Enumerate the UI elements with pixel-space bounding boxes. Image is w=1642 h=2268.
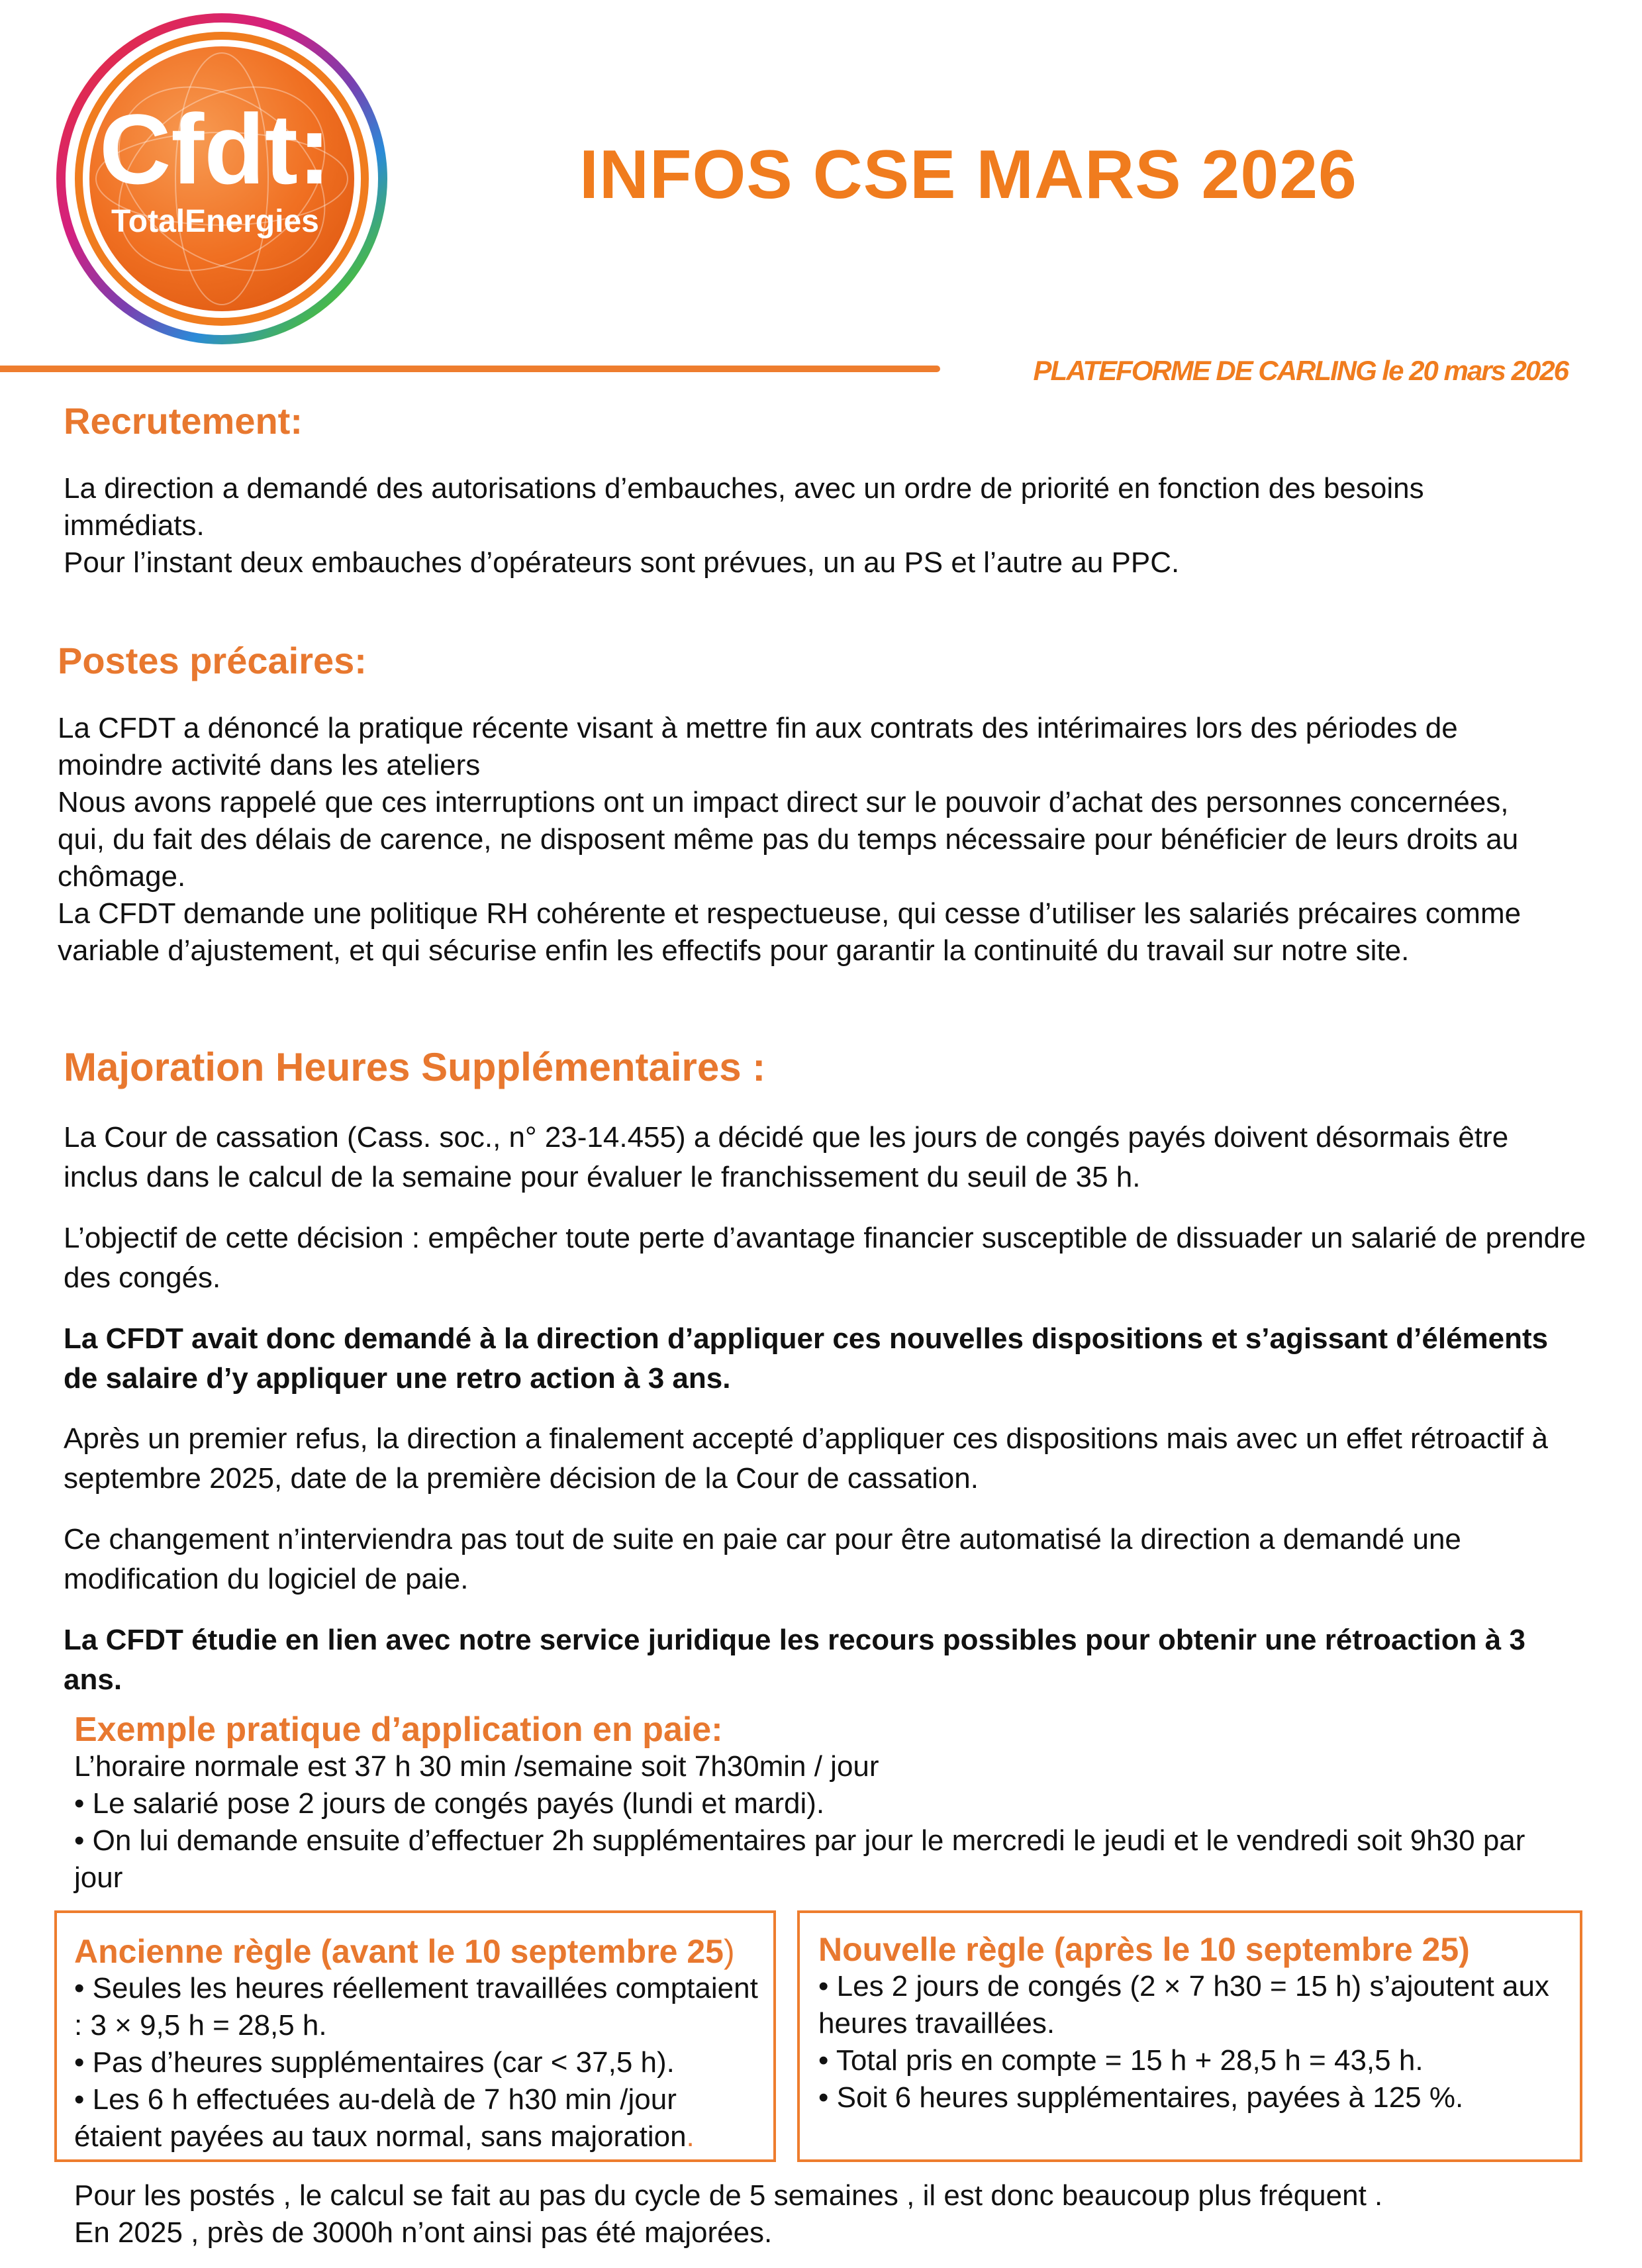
old-rule-line: • Seules les heures réellement travaillées comptaient : 3 × 9,5 h = 28,5 h. <box>74 1972 758 2042</box>
paragraph: La direction a demandé des autorisations d’embauches, avec un ordre de priorité en fonction des besoins immédiats. <box>64 472 1424 542</box>
new-rule-line: • Soit 6 heures supplémentaires, payées à 125 %. <box>818 2081 1464 2114</box>
paragraph: Ce changement n’interviendra pas tout de suite en paie car pour être automatisé la direction a demandé une modification du logiciel de paie. <box>64 1523 1461 1595</box>
old-rule-line: • Pas d’heures supplémentaires (car < 37,5 h). <box>74 2046 675 2079</box>
cfdt-totalenergies-logo <box>46 10 397 348</box>
example-line: • On lui demande ensuite d’effectuer 2h supplémentaires par jour le mercredi le jeudi et le vendredi soit 9h30 par jour <box>74 1824 1525 1894</box>
document-subtitle: PLATEFORME DE CARLING le 20 mars 2026 <box>1033 355 1568 386</box>
paragraph: La Cour de cassation (Cass. soc., n° 23-14.455) a décidé que les jours de congés payés doivent désormais être inclus dans le calcul de la semaine pour évaluer le franchissement du seuil de 35 h. <box>64 1121 1509 1193</box>
old-rule-line <box>74 2081 763 2155</box>
section-title-postes-precaires: Postes précaires: <box>58 640 367 681</box>
footer-line: Pour les postés , le calcul se fait au pas du cycle de 5 semaines , il est donc beaucoup plus fréquent . <box>74 2179 1383 2212</box>
new-rule-line: • Les 2 jours de congés (2 × 7 h30 = 15 h) s’ajoutent aux heures travaillées. <box>818 1970 1549 2040</box>
example-line: L’horaire normale est 37 h 30 min /semaine soit 7h30min / jour <box>74 1750 879 1783</box>
paragraph: Pour l’instant deux embauches d’opérateurs sont prévues, un au PS et l’autre au PPC. <box>64 546 1180 579</box>
section-body-recrutement <box>64 470 1454 581</box>
section-title-recrutement: Recrutement: <box>64 400 303 442</box>
new-rule-title: Nouvelle règle (après le 10 septembre 25) <box>818 1931 1470 1968</box>
old-rule-title <box>74 1932 735 1971</box>
old-rule-line-end: . <box>686 2120 695 2153</box>
old-rule-title-text: Ancienne règle (avant le 10 septembre 25 <box>74 1933 724 1970</box>
example-title: Exemple pratique d’application en paie: <box>74 1710 723 1749</box>
old-rule-line-text: • Les 6 h effectuées au-delà de 7 h30 min /jour étaient payées au taux normal, sans majoration <box>74 2083 687 2153</box>
paragraph: L’objectif de cette décision : empêcher toute perte d’avantage financier susceptible de dissuader un salarié de prendre des congés. <box>64 1222 1586 1294</box>
old-rule-title-end: ) <box>723 1933 735 1970</box>
old-rule-body <box>74 1970 763 2155</box>
paragraph: La CFDT demande une politique RH cohérente et respectueuse, qui cesse d’utiliser les salariés précaires comme variable d’ajustement, et qui sécurise enfin les effectifs pour garantir la continuité du travail sur notre site. <box>58 897 1521 967</box>
paragraph-emphasis: La CFDT étudie en lien avec notre service juridique les recours possibles pour obtenir une rétroaction à 3 ans. <box>64 1624 1525 1696</box>
footer-note <box>74 2177 1570 2251</box>
paragraph: La CFDT a dénoncé la pratique récente visant à mettre fin aux contrats des intérimaires lors des périodes de moindre activité dans les ateliers <box>58 712 1458 781</box>
section-body-postes-precaires <box>58 710 1561 969</box>
paragraph: Après un premier refus, la direction a finalement accepté d’appliquer ces dispositions mais avec un effet rétroactif à septembre 2025, date de la première décision de la Cour de cassation. <box>64 1422 1548 1495</box>
logo-company-name: TotalEnergies <box>111 204 319 239</box>
header-divider <box>0 366 940 372</box>
logo-wordmark: Cfdt: <box>99 93 331 205</box>
example-line: • Le salarié pose 2 jours de congés payés (lundi et mardi). <box>74 1787 825 1820</box>
document-title: INFOS CSE MARS 2026 <box>579 136 1357 213</box>
paragraph-emphasis: La CFDT avait donc demandé à la direction d’appliquer ces nouvelles dispositions et s’agissant d’éléments de salaire d’y appliquer une retro action à 3 ans. <box>64 1322 1549 1395</box>
new-rule-body <box>818 1968 1567 2116</box>
new-rule-line: • Total pris en compte = 15 h + 28,5 h = 43,5 h. <box>818 2044 1424 2077</box>
paragraph: Nous avons rappelé que ces interruptions ont un impact direct sur le pouvoir d’achat des personnes concernées, qui, du fait des délais de carence, ne disposent même pas du temps nécessaire pour bénéficier de leurs droits au chômage. <box>58 786 1519 893</box>
footer-line: En 2025 , près de 3000h n’ont ainsi pas été majorées. <box>74 2216 773 2249</box>
example-body <box>74 1748 1570 1897</box>
section-title-majoration: Majoration Heures Supplémentaires : <box>64 1045 766 1089</box>
